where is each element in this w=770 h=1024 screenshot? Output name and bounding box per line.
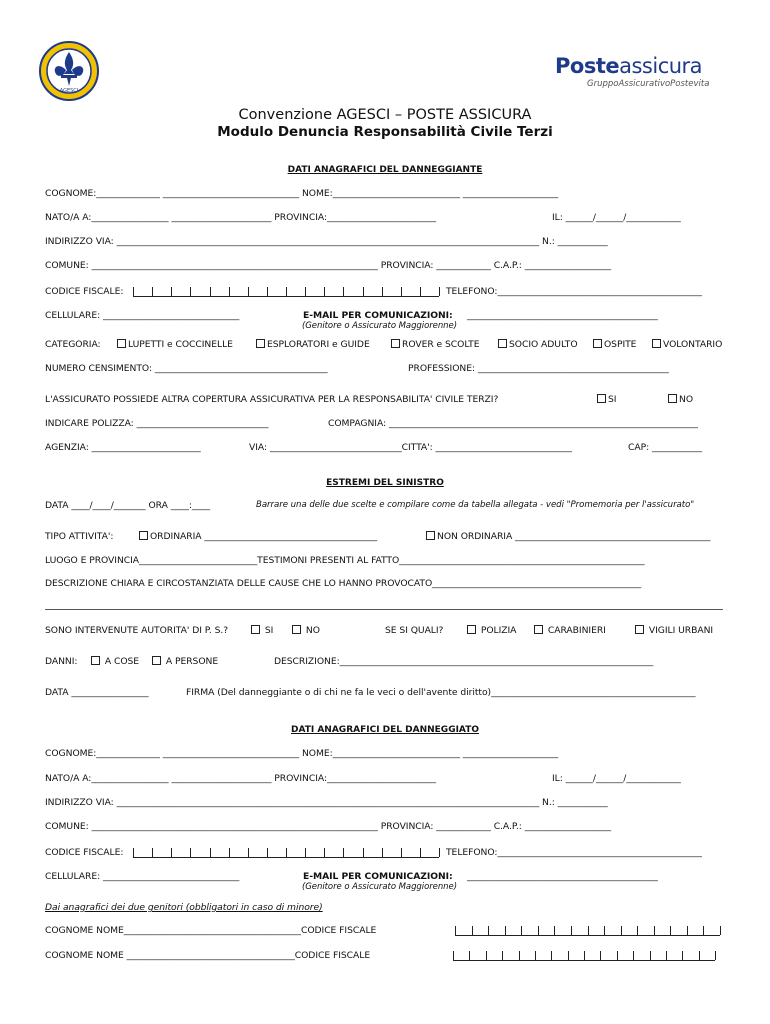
descrizione-cause-field[interactable]: DESCRIZIONE CHIARA E CIRCOSTANZIATA DELLE CAUSE CHE LO HANNO PROVOCATO______________________________________________	[45, 578, 642, 589]
cf-box-divider	[687, 926, 688, 935]
cf-box-divider	[568, 951, 569, 960]
genitore2-codice-fiscale-boxes[interactable]	[453, 951, 715, 961]
danneggiato-data-nascita-field[interactable]: IL: ______/______/____________	[552, 773, 681, 784]
cf-box-divider	[505, 926, 506, 935]
posteassicura-logo	[555, 54, 710, 89]
categoria-ospite[interactable]: OSPITE	[593, 339, 636, 350]
cf-box-divider	[152, 848, 153, 857]
cf-box-baseline	[455, 935, 720, 936]
cf-box-divider	[486, 951, 487, 960]
cf-box-divider	[650, 951, 651, 960]
autorita-polizia[interactable]: POLIZIA	[467, 625, 516, 636]
checkbox-icon	[668, 394, 677, 403]
cf-box-divider	[715, 951, 716, 960]
cf-box-divider	[401, 287, 402, 296]
danneggiato-email-note: (Genitore o Assicurato Maggiorenne)	[302, 882, 457, 892]
cf-box-divider	[621, 926, 622, 935]
indirizzo-field[interactable]: INDIRIZZO VIA: _____________________________________________________________________________________________ N.: ___________	[45, 236, 608, 247]
luogo-testimoni-field[interactable]: LUOGO E PROVINCIA__________________________TESTIMONI PRESENTI AL FATTO______________________________________________________	[45, 555, 645, 566]
cf-box-divider	[554, 926, 555, 935]
cf-box-divider	[190, 287, 191, 296]
checkbox-icon	[593, 339, 602, 348]
codice-fiscale-label: CODICE FISCALE:	[45, 286, 124, 297]
cf-box-divider	[286, 848, 287, 857]
danni-label: DANNI:	[45, 656, 78, 667]
danneggiato-email-field[interactable]: __________________________________________	[467, 871, 658, 882]
document-title: Convenzione AGESCI – POSTE ASSICURA	[238, 107, 532, 123]
email-field[interactable]: __________________________________________	[467, 310, 658, 321]
danni-descrizione-field[interactable]: DESCRIZIONE:_____________________________________________________________________	[274, 656, 654, 667]
danneggiato-nato-field[interactable]: NATO/A A:_________________ ______________________ PROVINCIA:________________________	[45, 773, 437, 784]
genitore1-nome-field[interactable]: COGNOME NOME_______________________________________CODICE FISCALE	[45, 925, 377, 936]
cf-box-divider	[521, 926, 522, 935]
data-firma-field[interactable]: DATA _________________	[45, 687, 149, 698]
cf-box-divider	[703, 926, 704, 935]
agenzia-field[interactable]: AGENZIA: ________________________	[45, 442, 201, 453]
autorita-carabinieri[interactable]: CARABINIERI	[534, 625, 606, 636]
agesci-logo	[38, 40, 100, 102]
cf-box-divider	[210, 287, 211, 296]
danneggiato-cellulare-field[interactable]: CELLULARE: ______________________________	[45, 871, 240, 882]
cf-box-divider	[654, 926, 655, 935]
autorita-question: SONO INTERVENUTE AUTORITA' DI P. S.?	[45, 625, 229, 636]
cf-box-divider	[267, 287, 268, 296]
checkbox-icon	[467, 625, 476, 634]
cf-box-divider	[420, 848, 421, 857]
danneggiato-codice-fiscale-label: CODICE FISCALE:	[45, 847, 124, 858]
section-title-danneggiante: DATI ANAGRAFICI DEL DANNEGGIANTE	[287, 165, 483, 175]
logo-poste-sub: GruppoAssicurativoPostevita	[587, 79, 710, 89]
cf-box-divider	[502, 951, 503, 960]
cf-box-divider	[439, 287, 440, 296]
cf-box-divider	[133, 848, 134, 857]
danneggiato-codice-fiscale-boxes[interactable]	[133, 848, 439, 858]
autorita-vigili[interactable]: VIGILI URBANI	[635, 625, 713, 636]
cf-box-divider	[455, 926, 456, 935]
genitori-note: Dai anagrafici dei due genitori (obbligatori in caso di minore)	[45, 902, 323, 913]
cf-box-divider	[171, 287, 172, 296]
danni-cose[interactable]: A COSE	[91, 656, 139, 667]
checkbox-icon	[534, 625, 543, 634]
telefono-field[interactable]: TELEFONO:_____________________________________________	[446, 286, 702, 297]
descrizione-extra-line[interactable]	[45, 609, 723, 610]
genitore1-codice-fiscale-boxes[interactable]	[455, 926, 720, 936]
cf-box-divider	[666, 951, 667, 960]
cf-box-divider	[382, 848, 383, 857]
cf-box-baseline	[453, 960, 715, 961]
data-note: Barrare una delle due scelte e compilare come da tabella allegata - vedi "Promemoria per l'assicurato"	[256, 500, 695, 510]
cellulare-field[interactable]: CELLULARE: ______________________________	[45, 310, 240, 321]
checkbox-icon	[391, 339, 400, 348]
cf-box-divider	[617, 951, 618, 960]
data-ora-field[interactable]: DATA ____/____/_______ ORA ____:____	[45, 500, 211, 511]
checkbox-icon	[251, 625, 260, 634]
cf-box-divider	[324, 848, 325, 857]
cf-box-divider	[571, 926, 572, 935]
checkbox-icon	[256, 339, 265, 348]
checkbox-icon	[498, 339, 507, 348]
cf-box-divider	[363, 287, 364, 296]
cf-box-divider	[152, 287, 153, 296]
cf-box-divider	[588, 926, 589, 935]
cf-box-divider	[469, 951, 470, 960]
cf-box-divider	[210, 848, 211, 857]
cf-box-divider	[286, 287, 287, 296]
section-title-danneggiato: DATI ANAGRAFICI DEL DANNEGGIATO	[290, 725, 479, 735]
checkbox-icon	[652, 339, 661, 348]
cf-box-divider	[363, 848, 364, 857]
cognome-nome-field[interactable]: COGNOME:______________ ______________________________ NOME:____________________________ _____________________	[45, 188, 559, 199]
polizza-field[interactable]: INDICARE POLIZZA: _____________________________	[45, 418, 269, 429]
cf-box-divider	[604, 926, 605, 935]
cf-box-divider	[535, 951, 536, 960]
categoria-esploratori[interactable]: ESPLORATORI e GUIDE	[256, 339, 370, 350]
cf-box-divider	[538, 926, 539, 935]
cf-box-divider	[682, 951, 683, 960]
tipo-non-ordinaria[interactable]: NON ORDINARIA ___________________________________________	[426, 531, 710, 542]
cf-box-divider	[519, 951, 520, 960]
cf-box-divider	[324, 287, 325, 296]
checkbox-icon	[292, 625, 301, 634]
checkbox-icon	[117, 339, 126, 348]
firma-field[interactable]: FIRMA (Del danneggiante o di chi ne fa le veci o dell'avente diritto)_____________________________________________	[186, 687, 696, 698]
cf-box-divider	[248, 848, 249, 857]
cf-box-divider	[248, 287, 249, 296]
logo-poste-bold: Poste	[555, 54, 620, 78]
cf-box-divider	[382, 287, 383, 296]
cf-box-divider	[600, 951, 601, 960]
cf-box-divider	[584, 951, 585, 960]
categoria-label: CATEGORIA:	[45, 339, 101, 350]
cf-box-divider	[472, 926, 473, 935]
autorita-no[interactable]: NO	[292, 625, 320, 636]
cf-box-divider	[401, 848, 402, 857]
checkbox-icon	[426, 531, 435, 540]
categoria-rover[interactable]: ROVER e SCOLTE	[391, 339, 479, 350]
cf-box-divider	[229, 287, 230, 296]
professione-field[interactable]: PROFESSIONE: __________________________________________	[408, 363, 669, 374]
cf-box-divider	[551, 951, 552, 960]
nato-provincia-field[interactable]: NATO/A A:_________________ ______________________ PROVINCIA:________________________	[45, 212, 437, 223]
tipo-ordinaria[interactable]: ORDINARIA ______________________________________	[139, 531, 377, 542]
logo-poste-main: assicura	[619, 54, 703, 78]
danneggiato-cognome-field[interactable]: COGNOME:______________ ______________________________ NOME:____________________________ _____________________	[45, 748, 559, 759]
cf-box-divider	[488, 926, 489, 935]
danneggiato-telefono-field[interactable]: TELEFONO:_____________________________________________	[446, 847, 702, 858]
se-si-quali-label: SE SI QUALI?	[385, 625, 444, 636]
danneggiato-email-label: E-MAIL PER COMUNICAZIONI:	[303, 871, 453, 882]
categoria-socio-adulto[interactable]: SOCIO ADULTO	[498, 339, 578, 350]
altra-copertura-no[interactable]: NO	[668, 394, 693, 405]
cf-box-divider	[305, 848, 306, 857]
cf-box-divider	[720, 926, 721, 935]
email-label: E-MAIL PER COMUNICAZIONI:	[303, 310, 453, 321]
autorita-si[interactable]: SI	[251, 625, 273, 636]
comune-field[interactable]: COMUNE: _______________________________________________________________ PROVINCIA: ____________ C.A.P.: ___________________	[45, 260, 612, 271]
cf-box-divider	[699, 951, 700, 960]
danneggiato-comune-field[interactable]: COMUNE: _______________________________________________________________ PROVINCIA: ____________ C.A.P.: ___________________	[45, 821, 612, 832]
cf-box-divider	[670, 926, 671, 935]
tipo-attivita-label: TIPO ATTIVITA':	[45, 531, 114, 542]
cf-box-divider	[190, 848, 191, 857]
checkbox-icon	[152, 656, 161, 665]
codice-fiscale-boxes[interactable]	[133, 287, 439, 297]
cap-field[interactable]: CAP: ___________	[628, 442, 702, 453]
cf-box-divider	[305, 287, 306, 296]
altra-copertura-si[interactable]: SI	[597, 394, 616, 405]
via-citta-field[interactable]: VIA: _____________________________CITTA': ______________________________	[249, 442, 572, 453]
genitore2-nome-field[interactable]: COGNOME NOME _____________________________________CODICE FISCALE	[45, 950, 371, 961]
cf-box-divider	[420, 287, 421, 296]
email-note: (Genitore o Assicurato Maggiorenne)	[302, 321, 457, 331]
checkbox-icon	[635, 625, 644, 634]
danneggiato-indirizzo-field[interactable]: INDIRIZZO VIA: _____________________________________________________________________________________________ N.: ___________	[45, 797, 608, 808]
cf-box-divider	[229, 848, 230, 857]
cf-box-divider	[453, 951, 454, 960]
compagnia-field[interactable]: COMPAGNIA: ____________________________________________________________________	[328, 418, 698, 429]
checkbox-icon	[139, 531, 148, 540]
cf-box-divider	[267, 848, 268, 857]
checkbox-icon	[597, 394, 606, 403]
categoria-lupetti[interactable]: LUPETTI e COCCINELLE	[117, 339, 233, 350]
agesci-logo-text: AGESCI	[59, 88, 79, 94]
cf-box-divider	[637, 926, 638, 935]
checkbox-icon	[91, 656, 100, 665]
cf-box-divider	[343, 287, 344, 296]
categoria-volontario[interactable]: VOLONTARIO	[652, 339, 722, 350]
cf-box-baseline	[133, 296, 439, 297]
cf-box-divider	[171, 848, 172, 857]
cf-box-baseline	[133, 857, 439, 858]
document-subtitle: Modulo Denuncia Responsabilità Civile Terzi	[217, 124, 553, 140]
danni-persone[interactable]: A PERSONE	[152, 656, 218, 667]
cf-box-divider	[633, 951, 634, 960]
cf-box-divider	[133, 287, 134, 296]
cf-box-divider	[343, 848, 344, 857]
numero-censimento-field[interactable]: NUMERO CENSIMENTO: ______________________________________	[45, 363, 328, 374]
data-nascita-field[interactable]: IL: ______/______/____________	[552, 212, 681, 223]
cf-box-divider	[439, 848, 440, 857]
section-title-sinistro: ESTREMI DEL SINISTRO	[326, 478, 444, 488]
altra-copertura-question: L'ASSICURATO POSSIEDE ALTRA COPERTURA ASSICURATIVA PER LA RESPONSABILITA' CIVILE TERZI?	[45, 394, 499, 405]
